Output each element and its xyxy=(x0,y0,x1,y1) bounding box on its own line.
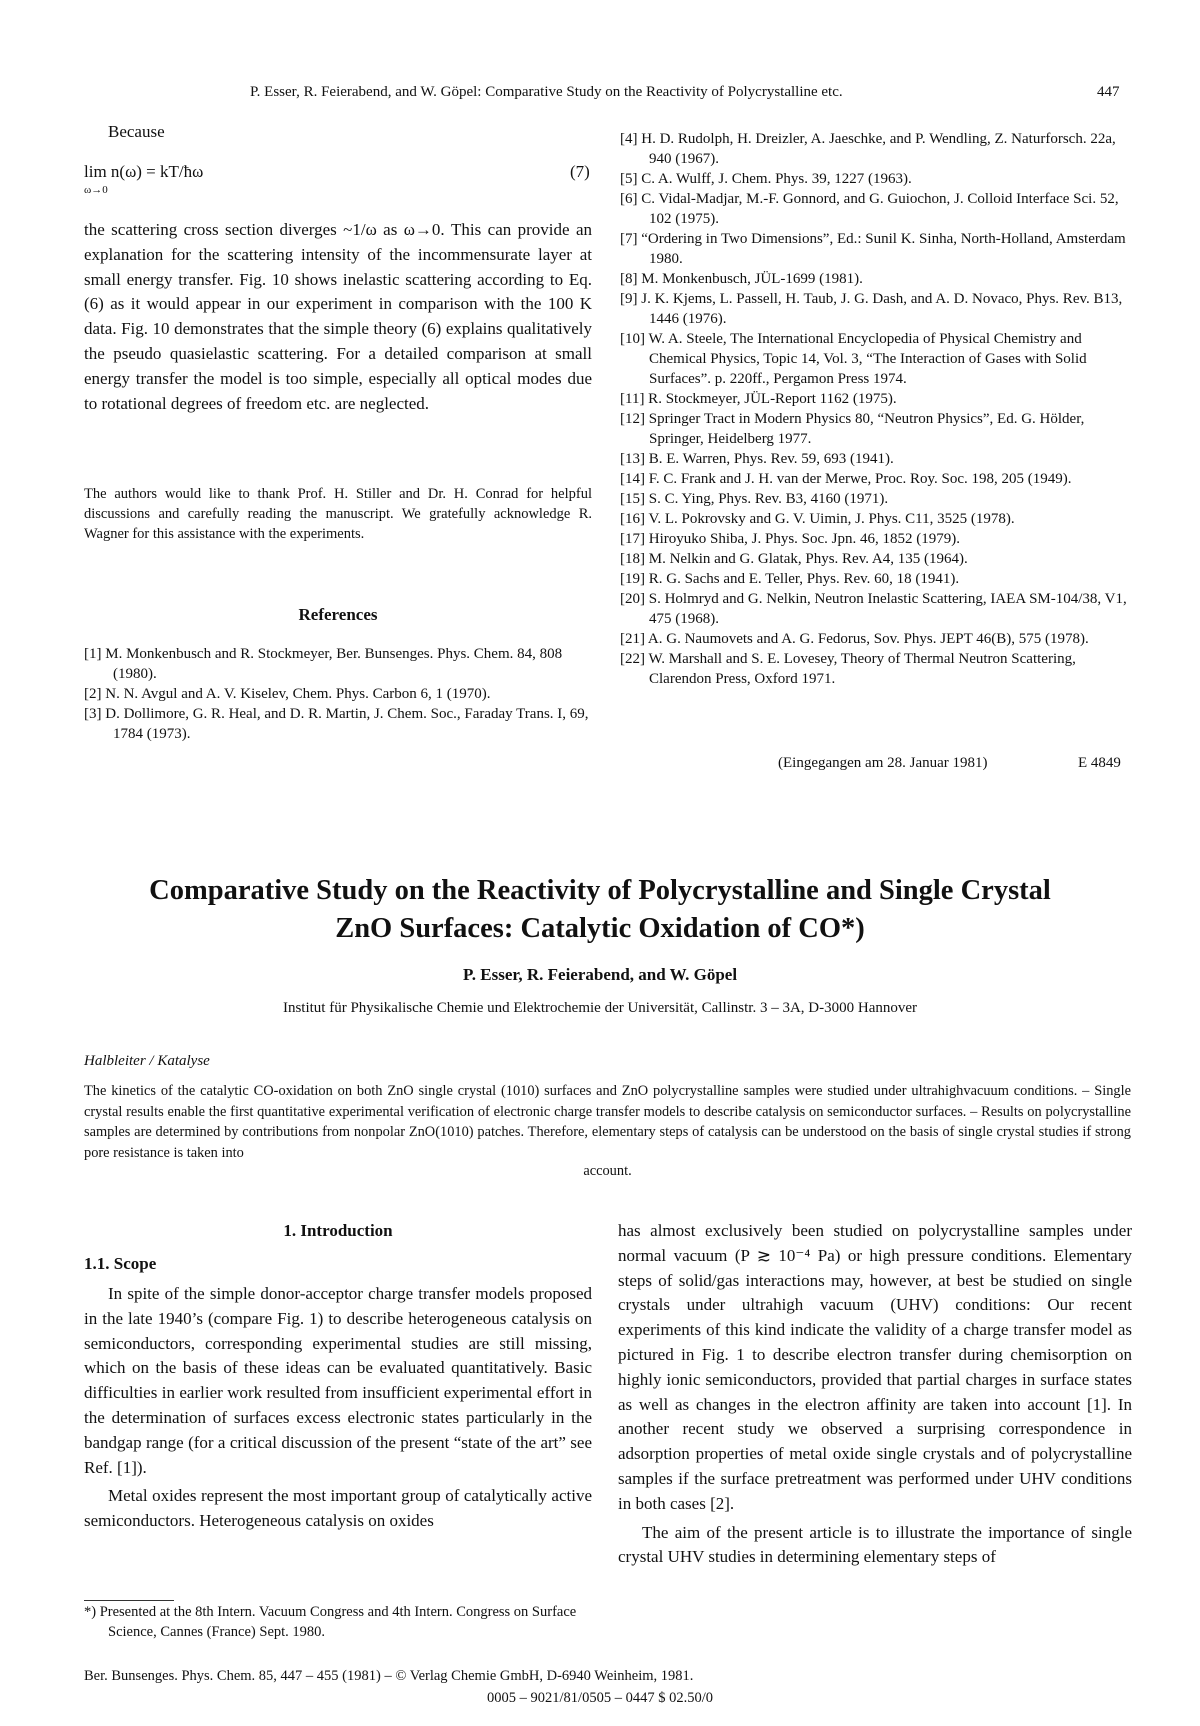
reference-item: [13] B. E. Warren, Phys. Rev. 59, 693 (1941). xyxy=(620,451,894,467)
paragraph: The aim of the present article is to illustrate the importance of single crystal UHV studies in determining elementary steps of xyxy=(618,1522,1132,1567)
subsection-heading: 1.1. Scope xyxy=(84,1254,157,1273)
keywords: Halbleiter / Katalyse xyxy=(84,1053,210,1069)
journal-citation: Ber. Bunsenges. Phys. Chem. 85, 447 – 455 (1981) – © Verlag Chemie GmbH, D-6940 Weinheim, 1981. xyxy=(84,1668,694,1684)
reference-item: [12] Springer Tract in Modern Physics 80, “Neutron Physics”, Ed. G. Hölder, Springer, Heidelberg 1977. xyxy=(620,411,1085,447)
reference-item: [6] C. Vidal-Madjar, M.-F. Gonnord, and G. Guiochon, J. Colloid Interface Sci. 52, 102 (1975). xyxy=(620,191,1119,227)
reference-item: [2] N. N. Avgul and A. V. Kiselev, Chem. Phys. Carbon 6, 1 (1970). xyxy=(84,686,491,702)
reference-item: [8] M. Monkenbusch, JÜL-1699 (1981). xyxy=(620,271,863,287)
equation-7: lim n(ω) = kT/ħω xyxy=(84,162,204,181)
institute: Institut für Physikalische Chemie und Elektrochemie der Universität, Callinstr. 3 – 3A, D-3000 Hannover xyxy=(282,1000,918,1016)
intro-right-column xyxy=(618,1219,1132,1574)
paragraph: has almost exclusively been studied on polycrystalline samples under normal vacuum (P ≳ 10⁻⁴ Pa) or high pressure conditions. Elementary steps of solid/gas interactions may, however, at best be studied on single crystals under ultrahigh vacuum (UHV) conditions: Our recent experiments of this kind indicate the validity of a charge transfer model as pictured in Fig. 1 to describe electron transfer during chemisorption on highly ionic semiconductors, provided that partial charges in surface states as well as changes in the electron affinity are taken into account [1]. In another recent study we observed a surprising correspondence in adsorption properties of metal oxide single crystals and of polycrystalline samples if the surface pretreatment was performed under UHV conditions in both cases [2]. xyxy=(618,1221,1132,1513)
reference-item: [14] F. C. Frank and J. H. van der Merwe, Proc. Roy. Soc. 198, 205 (1949). xyxy=(620,471,1072,487)
footnote-rule xyxy=(84,1600,174,1601)
references-heading: References xyxy=(298,605,378,624)
paragraph: Metal oxides represent the most important group of catalytically active semiconductors. Heterogeneous catalysis on oxides xyxy=(84,1486,592,1531)
abstract-end: account. xyxy=(583,1163,632,1179)
received-date: (Eingegangen am 28. Januar 1981) xyxy=(778,755,988,771)
received-code: E 4849 xyxy=(1078,755,1121,771)
price-code: 0005 – 9021/81/0505 – 0447 $ 02.50/0 xyxy=(487,1690,713,1706)
reference-item: [10] W. A. Steele, The International Encyclopedia of Physical Chemistry and Chemical Physics, Topic 14, Vol. 3, “The Interaction of Gases with Solid Surfaces”. p. 220ff., Pergamon Press 1974. xyxy=(620,331,1087,387)
reference-item: [22] W. Marshall and S. E. Lovesey, Theory of Thermal Neutron Scattering, Clarendon Press, Oxford 1971. xyxy=(620,651,1076,687)
equation-subscript: ω→0 xyxy=(84,184,108,196)
reference-item: [17] Hiroyuko Shiba, J. Phys. Soc. Jpn. 46, 1852 (1979). xyxy=(620,531,960,547)
paragraph: In spite of the simple donor-acceptor charge transfer models proposed in the late 1940’s (compare Fig. 1) to describe heterogeneous catalysis on semiconductors, corresponding experimental studies are still missing, which on the basis of these ideas can be evaluated quantitatively. Basic difficulties in earlier work resulted from insufficient experimental effort in the determination of surfaces excess electronic states particularly in the bandgap range (for a critical discussion of the present “state of the art” see Ref. [1]). xyxy=(84,1284,592,1477)
running-header: P. Esser, R. Feierabend, and W. Göpel: Comparative Study on the Reactivity of Polycrystalline etc. xyxy=(250,84,843,100)
reference-item: [1] M. Monkenbusch and R. Stockmeyer, Ber. Bunsenges. Phys. Chem. 84, 808 (1980). xyxy=(84,646,563,682)
article-title: Comparative Study on the Reactivity of Polycrystalline and Single Crystal ZnO Surfaces: Catalytic Oxidation of CO*) xyxy=(149,875,1051,944)
reference-item: [21] A. G. Naumovets and A. G. Fedorus, Sov. Phys. JEPT 46(B), 575 (1978). xyxy=(620,631,1089,647)
section-heading: 1. Introduction xyxy=(283,1221,393,1240)
acknowledgement: The authors would like to thank Prof. H. Stiller and Dr. H. Conrad for helpful discussions and carefully reading the manuscript. We gratefully acknowledge R. Wagner for this assistance with the experiments. xyxy=(84,486,592,542)
references-right xyxy=(620,129,1132,689)
reference-item: [5] C. A. Wulff, J. Chem. Phys. 39, 1227 (1963). xyxy=(620,171,912,187)
reference-item: [20] S. Holmryd and G. Nelkin, Neutron Inelastic Scattering, IAEA SM-104/38, V1, 475 (1968). xyxy=(620,591,1127,627)
references-left xyxy=(84,644,592,744)
reference-item: [15] S. C. Ying, Phys. Rev. B3, 4160 (1971). xyxy=(620,491,889,507)
reference-item: [18] M. Nelkin and G. Glatak, Phys. Rev. A4, 135 (1964). xyxy=(620,551,968,567)
reference-item: [11] R. Stockmeyer, JÜL-Report 1162 (1975). xyxy=(620,391,897,407)
reference-item: [16] V. L. Pokrovsky and G. V. Uimin, J. Phys. C11, 3525 (1978). xyxy=(620,511,1015,527)
left-paragraph: the scattering cross section diverges ~1/ω as ω→0. This can provide an explanation for the scattering intensity of the incommensurate layer at small energy transfer. Fig. 10 shows inelastic scattering according to Eq. (6) as it would appear in our experiment in comparison with the 100 K data. Fig. 10 demonstrates that the simple theory (6) explains qualitatively the pseudo quasielastic scattering. For a detailed comparison at small energy transfer the model is too simple, especially all optical modes due to rotational degrees of freedom etc. are neglected. xyxy=(84,220,592,413)
abstract: The kinetics of the catalytic CO-oxidation on both ZnO single crystal (1010) surfaces and ZnO polycrystalline samples were studied under ultrahighvacuum conditions. – Single crystal results enable the first quantitative experimental verification of electronic charge transfer models to describe catalysis on semiconductor surfaces. – Results on polycrystalline samples are determined by contributions from nonpolar ZnO(1010) patches. Therefore, elementary steps of catalysis can be understood on the basis of single crystal studies if strong pore resistance is taken into xyxy=(84,1083,1131,1161)
footnote: *) Presented at the 8th Intern. Vacuum Congress and 4th Intern. Congress on Surface Science, Cannes (France) Sept. 1980. xyxy=(84,1604,577,1640)
reference-item: [3] D. Dollimore, G. R. Heal, and D. R. Martin, J. Chem. Soc., Faraday Trans. I, 69, 1784 (1973). xyxy=(84,706,589,742)
page-number: 447 xyxy=(1097,84,1120,100)
reference-item: [9] J. K. Kjems, L. Passell, H. Taub, J. G. Dash, and A. D. Novaco, Phys. Rev. B13, 1446 (1976). xyxy=(620,291,1123,327)
because-text: Because xyxy=(108,122,165,141)
reference-item: [4] H. D. Rudolph, H. Dreizler, A. Jaeschke, and P. Wendling, Z. Naturforsch. 22a, 940 (1967). xyxy=(620,131,1116,167)
equation-number: (7) xyxy=(570,162,590,181)
reference-item: [7] “Ordering in Two Dimensions”, Ed.: Sunil K. Sinha, North-Holland, Amsterdam 1980. xyxy=(620,231,1126,267)
article-authors: P. Esser, R. Feierabend, and W. Göpel xyxy=(462,965,738,984)
reference-item: [19] R. G. Sachs and E. Teller, Phys. Rev. 60, 18 (1941). xyxy=(620,571,960,587)
intro-left-column xyxy=(84,1282,592,1538)
